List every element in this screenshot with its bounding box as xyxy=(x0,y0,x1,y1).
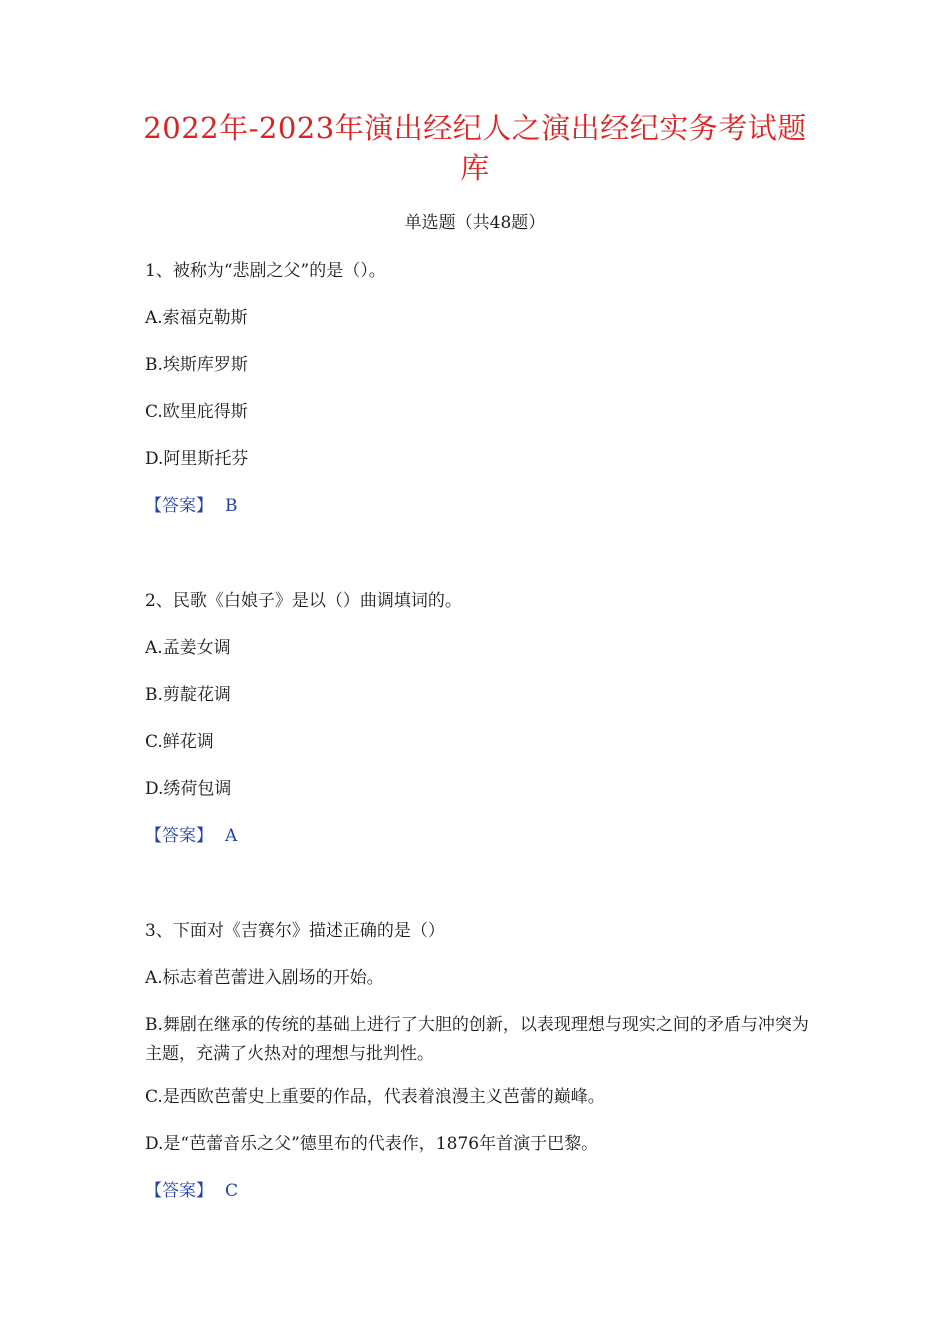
option-c: C.欧里庇得斯 xyxy=(145,402,248,422)
option-d: D.阿里斯托芬 xyxy=(145,449,249,469)
option-b: B.埃斯库罗斯 xyxy=(145,355,248,375)
question-stem: 1、被称为“悲剧之父”的是（）。 xyxy=(145,261,386,281)
answer-line xyxy=(145,493,238,519)
answer-line xyxy=(145,823,237,849)
document-title: 2022年-2023年演出经纪人之演出经纪实务考试题库 xyxy=(143,111,807,185)
option-a: A.孟姜女调 xyxy=(145,638,231,658)
option-b: B.舞剧在继承的传统的基础上进行了大胆的创新，以表现理想与现实之间的矛盾与冲突为主题，充满了火热对的理想与批判性。 xyxy=(145,1015,809,1064)
option-a: A.索福克勒斯 xyxy=(145,308,248,328)
section-header: 单选题（共48题） xyxy=(404,213,546,233)
answer-value: C xyxy=(225,1181,239,1201)
option-d: D.绣荷包调 xyxy=(145,779,232,799)
answer-line xyxy=(145,1178,238,1204)
option-b: B.剪靛花调 xyxy=(145,685,231,705)
option-d: D.是“芭蕾音乐之父”德里布的代表作，1876年首演于巴黎。 xyxy=(145,1134,599,1154)
answer-value: B xyxy=(225,496,238,516)
answer-label: 【答案】 xyxy=(145,496,213,516)
option-c: C.鲜花调 xyxy=(145,732,214,752)
question-stem: 3、下面对《吉赛尔》描述正确的是（） xyxy=(145,921,445,941)
option-a: A.标志着芭蕾进入剧场的开始。 xyxy=(145,968,384,988)
answer-label: 【答案】 xyxy=(145,1181,213,1201)
answer-value: A xyxy=(225,826,238,846)
answer-label: 【答案】 xyxy=(145,826,213,846)
option-c: C.是西欧芭蕾史上重要的作品，代表着浪漫主义芭蕾的巅峰。 xyxy=(145,1087,605,1107)
question-stem: 2、民歌《白娘子》是以（）曲调填词的。 xyxy=(145,591,462,611)
